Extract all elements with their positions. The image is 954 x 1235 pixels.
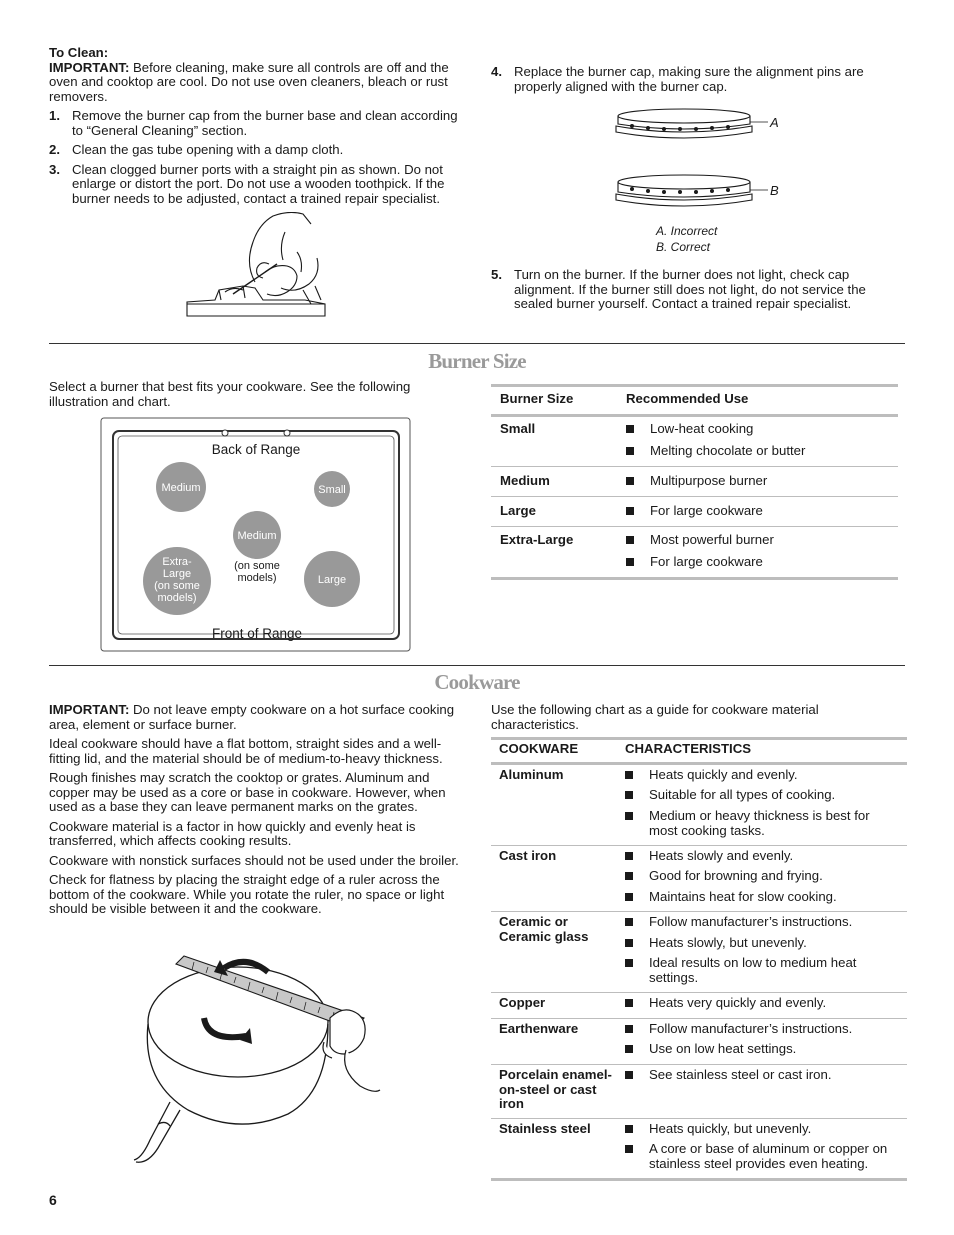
cookware-paragraph: Rough finishes may scratch the cooktop or grates. Aluminum and copper may be used as a core or base in cookware. However, when used as a base they can leave permanent marks on the grates. [49,770,446,814]
cleaning-steps-continued [491,65,896,94]
table-header: Recommended Use [626,391,749,406]
step-item: 3. Clean clogged burner ports with a straight pin as shown. Do not enlarge or distort the port. Do not use a wooden toothpick. If the burner needs to be adjusted, contact a trained repair specialist. [49,161,445,206]
step-item: 1. Remove the burner cap from the burner base and clean according to “General Cleaning” section. [49,108,458,138]
svg-text:models): models) [237,572,277,584]
burner-layout-diagram [100,417,412,654]
svg-text:(on some: (on some [154,580,200,592]
table-header: Burner Size [500,391,574,406]
svg-text:Medium: Medium [237,530,277,542]
pan-flatness-illustration [128,952,390,1164]
cookware-important: IMPORTANT: Do not leave empty cookware on a hot surface cooking area, element or surface burner. [49,702,455,732]
burner-extra-large [143,547,211,615]
important-label: IMPORTANT: [49,59,130,75]
step-item: 2. Clean the gas tube opening with a damp cloth. [49,142,344,157]
svg-text:(on some: (on some [234,560,280,572]
to-clean-heading: To Clean: [49,45,109,60]
svg-text:Extra-: Extra- [162,556,192,568]
svg-text:Small: Small [318,484,346,496]
hand [323,1010,380,1092]
to-clean-right [491,65,896,99]
cap-label-b: B [770,183,779,198]
svg-text:models): models) [157,592,197,604]
cleaning-steps [49,109,463,206]
burner-size-title: Burner Size [428,349,526,373]
svg-text:Large: Large [162,568,192,580]
to-clean-step5 [491,268,896,317]
svg-text:Large: Large [317,574,347,586]
to-clean-important [49,61,463,105]
table-header: COOKWARE [499,741,579,756]
cap-caption-b: B. Correct [656,240,711,254]
important-text: Before cleaning, make sure all controls are off and the oven and cooktop are cool. Do not use oven cleaners, bleach or rust removers. [49,59,449,104]
cookware-paragraph: Ideal cookware should have a flat bottom, straight sides and a well-fitting lid, and the material should be of medium-to-heavy thickness. [49,736,443,766]
page-number: 6 [49,1192,57,1208]
to-clean-section [49,46,463,211]
section-divider [49,343,905,344]
cap-label-a: A [770,115,779,130]
cookware-text [49,703,463,922]
section-divider [49,665,905,666]
burner-cap-illustration [612,102,787,216]
table-header: CHARACTERISTICS [625,741,752,756]
burner-small [314,471,350,507]
cookware-paragraph: Check for flatness by placing the straight edge of a ruler across the bottom of the cookware. While you rotate the ruler, no space or light should be visible between it and the cookware. [49,872,445,916]
cap-caption-a: A. Incorrect [656,224,718,238]
cookware-paragraph: Cookware with nonstick surfaces should not be used under the broiler. [49,852,459,868]
step-item: 4. Replace the burner cap, making sure the alignment pins are properly aligned with the burner cap. [491,64,864,94]
burner-large [304,551,360,607]
back-of-range-label: Back of Range [211,442,301,457]
cookware-title: Cookware [434,670,520,694]
svg-text:Medium: Medium [161,482,201,494]
burner-cleaning-illustration [185,212,330,320]
step-item: 5. Turn on the burner. If the burner does not light, check cap alignment. If the burner still does not light, do not service the sealed burner yourself. Contact a trained repair specialist. [491,267,866,311]
burner-medium-center [233,511,281,584]
cookware-chart-intro: Use the following chart as a guide for cookware material characteristics. [491,702,819,732]
burner-medium-left [156,462,206,512]
burner-size-intro: Select a burner that best fits your cookware. See the following illustration and chart. [49,379,411,409]
cookware-paragraph: Cookware material is a factor in how quickly and evenly heat is transferred, which affects cooking results. [49,818,416,848]
front-of-range-label: Front of Range [211,626,303,641]
